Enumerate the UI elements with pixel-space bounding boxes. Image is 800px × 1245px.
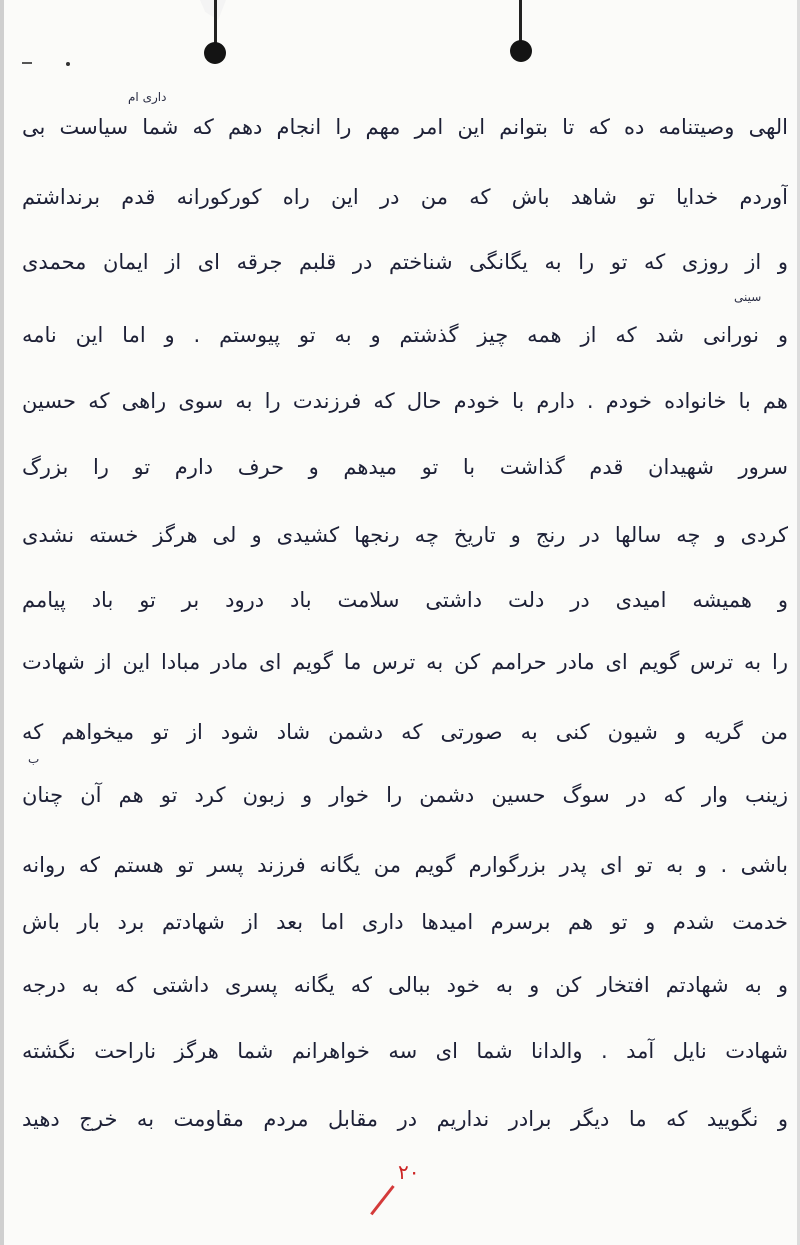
handwritten-line: شهادت نایل آمد . والدانا شما ای سه خواهرانم شما هرگز ناراحت نگشته bbox=[22, 1039, 788, 1063]
handwritten-line: و از روزی که تو را به یگانگی شناختم در قلبم جرقه ای از ایمان محمدی bbox=[22, 250, 788, 274]
handwritten-line: کردی و چه سالها در رنج و تاریخ چه رنجها کشیدی و لی هرگز خسته نشدی bbox=[22, 523, 788, 547]
handwritten-line: زینب وار که در سوگ حسین دشمن را خوار و زبون کرد تو هم آن چنان bbox=[22, 783, 788, 807]
interlinear-note: داری ام bbox=[128, 90, 167, 104]
handwritten-line: الهی وصیتنامه ده که تا بتوانم این امر مهم را انجام دهم که شما سیاست بی bbox=[22, 115, 788, 139]
handwritten-line: آوردم خدایا تو شاهد باش که من در این راه کورکورانه قدم برنداشتم bbox=[22, 185, 788, 209]
punch-hole-left bbox=[204, 42, 226, 64]
handwritten-line: من گریه و شیون کنی به صورتی که دشمن شاد شود از تو میخواهم که bbox=[22, 720, 788, 744]
handwritten-line: باشی . و به تو ای پدر بزرگوارم گویم من یگانه فرزند پسر تو هستم که روانه bbox=[22, 853, 788, 877]
interlinear-note: ب bbox=[28, 752, 40, 766]
handwritten-line: و همیشه امیدی در دلت داشتی سلامت باد درود بر تو باد پیامم bbox=[22, 588, 788, 612]
interlinear-note: سینی bbox=[734, 290, 762, 304]
handwritten-line: را به ترس گویم ای مادر حرامم کن به ترس ما گویم ای مادر مبادا این از شهادت bbox=[22, 650, 788, 674]
binding-string-left bbox=[214, 0, 217, 46]
handwritten-line: و نگویید که ما دیگر برادر نداریم در مقابل مردم مقاومت به خرج دهید bbox=[22, 1107, 788, 1131]
red-pen-stroke bbox=[370, 1185, 395, 1215]
margin-mark bbox=[22, 62, 32, 64]
paper-tear bbox=[200, 0, 226, 20]
handwritten-line: و به شهادتم افتخار کن و به خود ببالی که یگانه پسری داشتی که به درجه bbox=[22, 973, 788, 997]
margin-dot bbox=[66, 62, 70, 66]
punch-hole-right bbox=[510, 40, 532, 62]
handwritten-line: خدمت شدم و تو هم برسرم امیدها داری اما بعد از شهادتم برد بار باش bbox=[22, 910, 788, 934]
handwritten-line: هم با خانواده خودم . دارم با خودم حال که فرزندت را به سوی راهی که حسین bbox=[22, 389, 788, 413]
page-number: ۲۰ bbox=[398, 1160, 420, 1184]
page-left-edge bbox=[0, 0, 4, 1245]
binding-string-right bbox=[519, 0, 522, 44]
handwritten-line: و نورانی شد که از همه چیز گذشتم و به تو پیوستم . و اما این نامه bbox=[22, 323, 788, 347]
handwritten-line: سرور شهیدان قدم گذاشت با تو میدهم و حرف دارم تو را بزرگ bbox=[22, 455, 788, 479]
